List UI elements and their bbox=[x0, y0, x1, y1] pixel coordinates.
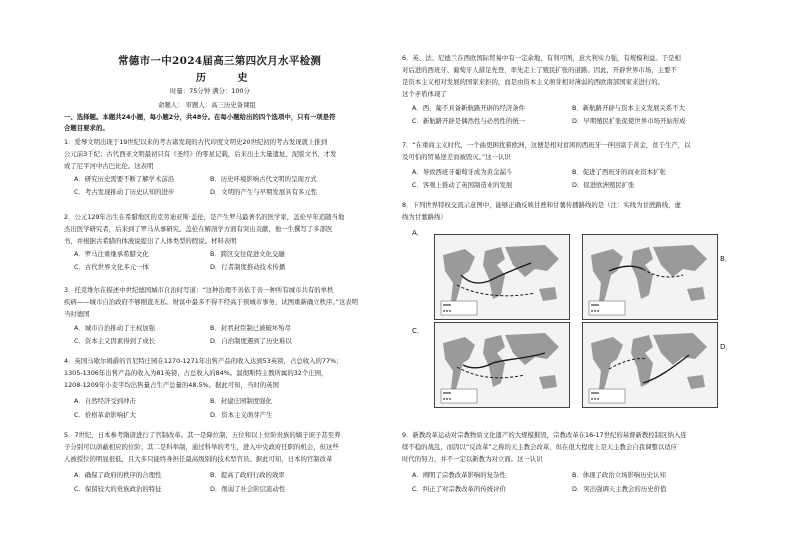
question-8 bbox=[402, 200, 742, 224]
world-map-a bbox=[435, 235, 569, 319]
question-text-line: 是资本主义相对发展的国家来拒的，而是由资本主义萌芽相对薄弱的西欧南部国家来进行的。 bbox=[402, 78, 665, 86]
question-text-line: 9．新教改革运动对宗教物质文化遗产的大规模摧毁，宗教改革在16-17世纪的基督新教控制区纳入连 bbox=[402, 431, 687, 439]
question-text-line: 这个矛盾体现了 bbox=[402, 90, 447, 98]
option-c[interactable]: C．纠正了对宗教改革的传统评价 bbox=[412, 485, 506, 493]
question-text-line: 5．7世纪，日本参考隋唐进行了官制改革。其一是降位制，五位和以上位阶贵族的嫡子庶子甚至养 bbox=[64, 431, 341, 439]
map-a[interactable] bbox=[434, 234, 570, 320]
option-b[interactable]: B．新航路开辟与资本主义发展关系不大 bbox=[572, 104, 686, 112]
option-b[interactable]: B．封建庄园制度强化 bbox=[210, 397, 272, 405]
option-b[interactable]: B．体现了政治立场影响历史认知 bbox=[572, 471, 666, 479]
question-text-line: 续不稳的战乱，而因以“反改革”之称的天主教会改革，但在很大程度上是天主教会自我调整以适应 bbox=[402, 443, 678, 451]
option-d[interactable]: D．资本主义萌芽产生 bbox=[210, 411, 273, 419]
map-option-d-label[interactable]: D． bbox=[720, 343, 733, 351]
option-d[interactable]: D．突出强调天主教会的历史价值 bbox=[572, 485, 667, 493]
option-d[interactable]: D．文明的产生与早期发展具有多元性 bbox=[210, 188, 318, 196]
question-text-line: 及可怕的贸易逆差而被毁灭。”这一认识 bbox=[402, 153, 511, 161]
question-text-line: 6．英、法、尼德兰在西欧国际贸易中有一定余地，有利可图，意大利实力强，有规模利益。于是相 bbox=[402, 54, 681, 62]
question-text-line: 公元前3千纪；古代西亚文明最初只有《圣经》的零星记载，后来出土大量遗址、泥版文书，才发 bbox=[64, 150, 337, 158]
option-c[interactable]: C．古代世界文化多元一体 bbox=[74, 263, 149, 271]
subject-label: 历 史 bbox=[196, 73, 262, 84]
world-map-d bbox=[583, 323, 717, 407]
exam-meta-authors: 命题人： 审题人：高三历史备课组 bbox=[158, 101, 256, 109]
question-text-line: 1305-1306年出售产品的收入为81英镑，占总收入的84%。温彻斯特主教所属的32个庄园， bbox=[64, 369, 328, 377]
question-3 bbox=[64, 285, 399, 355]
option-d[interactable]: D．行者制度推动技术传播 bbox=[210, 263, 286, 271]
option-c[interactable]: C．价格革命影响扩大 bbox=[74, 411, 136, 419]
option-c[interactable]: C．资本主义因素得到了成长 bbox=[74, 337, 156, 345]
option-a[interactable]: A．确保了政府的秩序的合理性 bbox=[74, 471, 162, 479]
question-2 bbox=[64, 212, 399, 282]
question-text-line: 时代的努力，并不一定以新教为对立面。这一认识 bbox=[402, 455, 543, 463]
option-c[interactable]: C．保留较大的贵族政治的特征 bbox=[74, 485, 162, 493]
left-column bbox=[60, 0, 395, 549]
question-4 bbox=[64, 356, 399, 428]
exam-meta-time: 时量：75分钟 满分：100分 bbox=[170, 87, 250, 95]
question-text-line: 4．英国马歇尔姆爵的肯尼特庄园在1270-1271年出售产品的收入达到53英镑，占总收入的77%； bbox=[64, 357, 343, 365]
question-text-line: 子分别可以荫蔽相应的位阶；其二是科举制，通过科举的考生，进入中央政府任职的机会，但这些 bbox=[64, 443, 339, 451]
page-title: 常德市一中2024届高三第四次月水平检测 bbox=[118, 55, 322, 67]
option-a[interactable]: A．阐明了宗教改革影响的复杂性 bbox=[412, 471, 506, 479]
question-1 bbox=[64, 137, 399, 207]
question-text-line: 2．公元129年出生在希腊地区的克劳迪亚斯·盖伦，是产生罗马最著名的医学家，盖伦早年追随当地 bbox=[64, 213, 345, 221]
question-text-line: 疾病——城市自治政府不够刚直无私。财富中最多不得不经高于预城市事务，试图重新确立秩序。”这表明 bbox=[64, 298, 359, 306]
map-b[interactable] bbox=[582, 234, 718, 320]
map-option-b-label[interactable]: B． bbox=[720, 255, 732, 263]
section-instruction-line1: 一、选择题。本题共24小题，每小题2分，共48分。在每小题给出的四个选项中，只有一项是符 bbox=[64, 113, 336, 121]
option-a[interactable]: A．城市自治推动了王权加强 bbox=[74, 324, 156, 332]
question-text-line: 当时德国 bbox=[64, 310, 90, 318]
option-d[interactable]: D．削弱了社会阶层流动性 bbox=[210, 485, 286, 493]
question-7 bbox=[402, 140, 742, 196]
question-text-line: 1208-1209年小麦平均出售量占生产总量的48.5%。据此可知，当时的英国 bbox=[64, 381, 279, 389]
map-d[interactable] bbox=[582, 322, 718, 408]
option-b[interactable]: B．促进了西班牙的商业资本扩张 bbox=[572, 168, 666, 176]
question-text-line: 1．爱琴文明出现于19世纪以来的考古诸发现的古代印度文明史20世纪初的考古发现就上推到 bbox=[64, 138, 328, 146]
option-c[interactable]: C．客观上推动了英国制造业的发展 bbox=[412, 181, 513, 189]
right-column bbox=[402, 0, 742, 549]
question-text-line: 线为甘薯路线） bbox=[402, 213, 447, 221]
option-b[interactable]: B．跨区交往促进文化交融 bbox=[210, 250, 285, 258]
option-b[interactable]: B．封君封臣制已被破坏殆尽 bbox=[210, 324, 292, 332]
option-d[interactable]: D．早期殖民扩张促使世界市场开始形成 bbox=[572, 117, 686, 125]
option-a[interactable]: A．自然经济受到冲击 bbox=[74, 397, 136, 405]
question-text-line: 书，并根据古希腊的体液说提出了人体类型的假说。材料表明 bbox=[64, 237, 237, 245]
option-b[interactable]: B．历史环境影响古代文明的呈现方式 bbox=[210, 175, 317, 183]
question-9 bbox=[402, 430, 742, 520]
option-a[interactable]: A．罗马注重继承希腊文化 bbox=[74, 250, 149, 258]
question-text-line: 7．“在重商主义时代，一个曲更困扰着欧洲，这便是相对贫困的西班牙一伴回富于黄金，贫于生产，以 bbox=[402, 141, 691, 149]
option-c[interactable]: C．考古发现推动了历史认知的进步 bbox=[74, 188, 175, 196]
question-text-line: 杰出医学研究者，后来到了罗马从事研究。盖伦在解剖学方面有突出贡献，他一生撰写了多部医 bbox=[64, 225, 333, 233]
option-a[interactable]: A．研究历史需要不断了解学术前沿 bbox=[74, 175, 175, 183]
option-a[interactable]: A．导致西班牙葡萄牙成为黄金漏斗 bbox=[412, 168, 513, 176]
question-text-line: 或了尼平河中古巴比伦。这表明 bbox=[64, 162, 154, 170]
option-c[interactable]: C．新航路开辟是偶然性与必然性的统一 bbox=[412, 117, 526, 125]
question-text-line: 人被授位的明显很低，且大多只能终身担任最高级别的技术型官员。据此可知，日本的官制改革 bbox=[64, 455, 333, 463]
option-a[interactable]: A．西、葡不具备新航路开辟的经济条件 bbox=[412, 104, 526, 112]
option-b[interactable]: B．提高了政府行政的效率 bbox=[210, 471, 285, 479]
question-text-line: 3．托克维尔在描述中世纪德国城市自治时写道：“这种治理不善依于善一种所有城市共有的单秩 bbox=[64, 286, 334, 294]
question-5 bbox=[64, 430, 399, 510]
map-option-a-label[interactable]: A． bbox=[412, 229, 424, 237]
option-d[interactable]: D．自治制度遇到了历史难以 bbox=[210, 337, 292, 345]
option-d[interactable]: D．促进欧洲殖民扩张 bbox=[572, 181, 635, 189]
question-6 bbox=[402, 53, 742, 133]
map-c[interactable] bbox=[434, 322, 570, 408]
section-instruction-line2: 合题目要求的。 bbox=[64, 124, 109, 132]
world-map-b bbox=[583, 235, 717, 319]
map-option-c-label[interactable]: C． bbox=[412, 327, 424, 335]
question-text-line: 对后进的西班牙、葡萄牙人措足先登，率先走上了殖民扩张的道路。因此，开辟世界市场，主要不 bbox=[402, 66, 677, 74]
world-map-c bbox=[435, 323, 569, 407]
question-text-line: 8．下列世界特权交流示意图中，能够正确反映甘蔗和甘薯传播路线的是（注：实线为甘蔗路线，虚 bbox=[402, 201, 681, 209]
